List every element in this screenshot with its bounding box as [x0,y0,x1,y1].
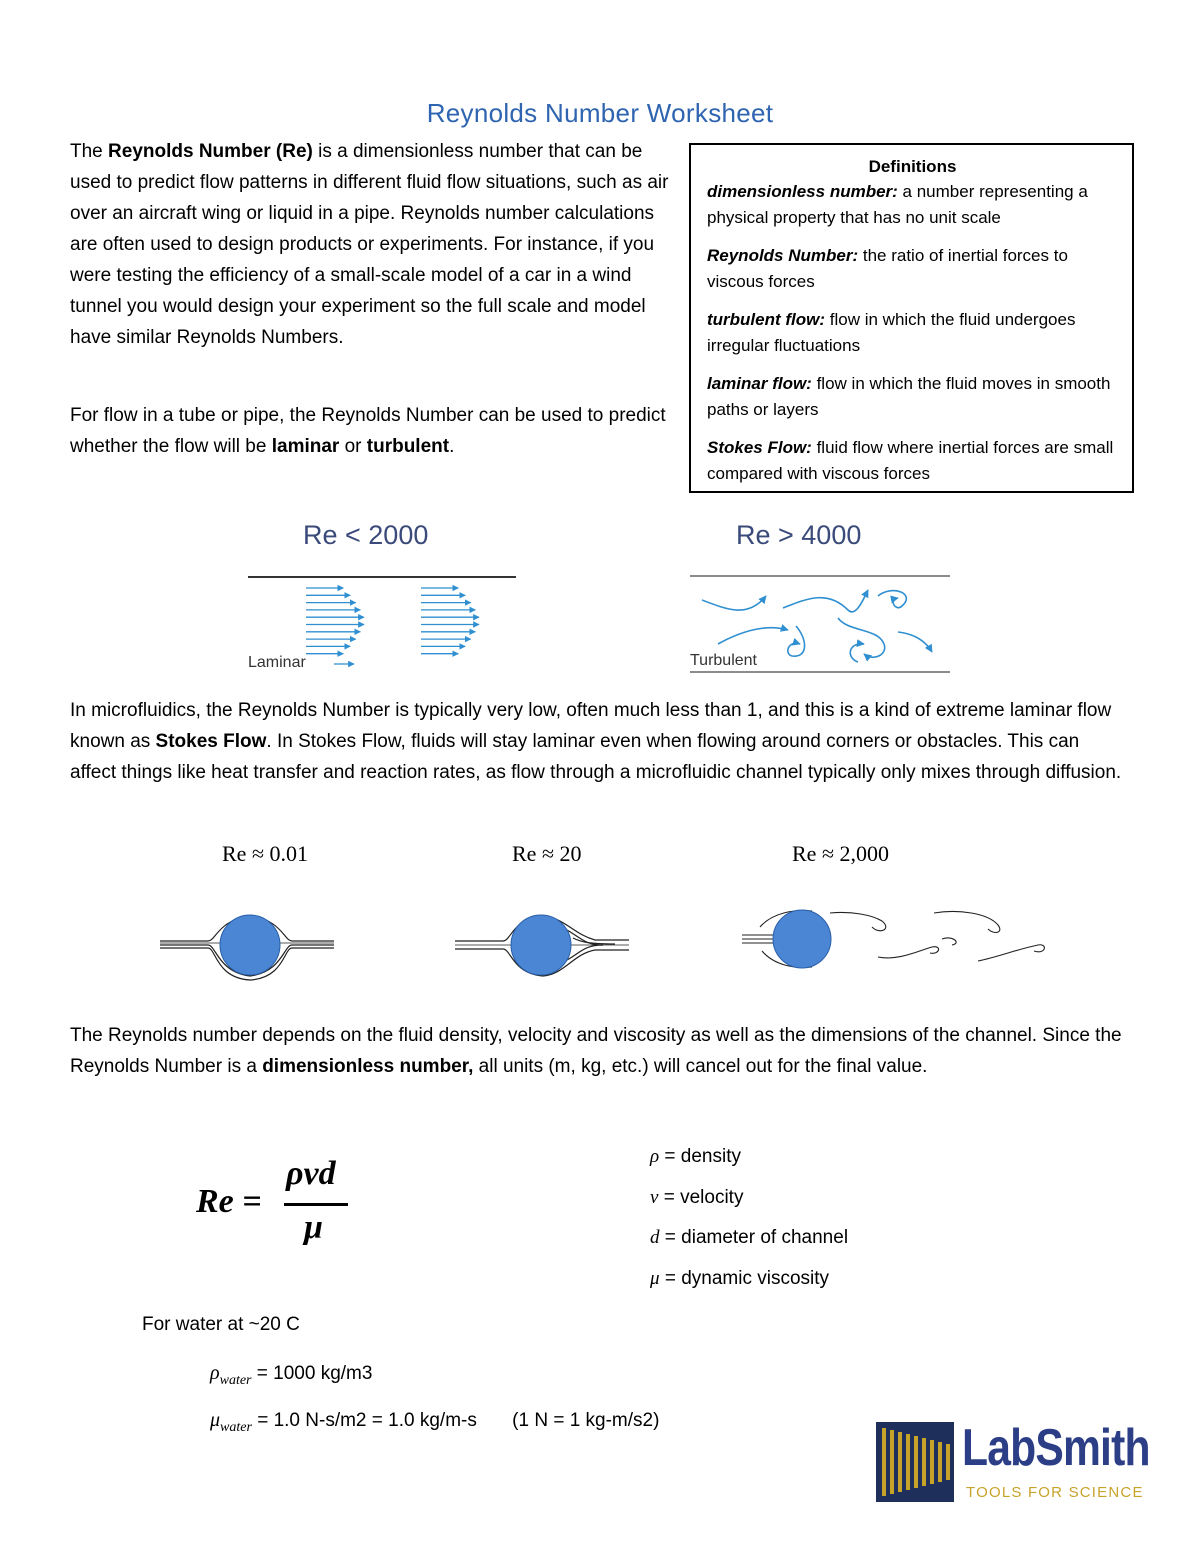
cylinder-label-low: Re ≈ 0.01 [222,841,309,866]
variable-item [650,1137,848,1178]
variable-item [650,1178,848,1219]
variable-symbol: d [650,1227,660,1248]
cylinder-label-high: Re ≈ 2,000 [792,841,890,866]
water-viscosity [210,1409,659,1436]
definition-item [707,243,1118,295]
text-run: The [70,141,109,162]
variable-desc: = dynamic viscosity [659,1267,830,1289]
bold-text: dimensionless number, [262,1056,474,1077]
stokes-flow-cylinder [160,912,340,982]
text-run: . [449,436,455,457]
logo-stripe [914,1436,918,1488]
definition-term: turbulent flow: [707,310,826,329]
turbulent-flow-figure [688,570,952,680]
definition-text: flow in which the fluid moves in smooth paths or layers [707,374,1111,419]
labsmith-logo [876,1418,1156,1508]
fraction-bar [284,1203,348,1206]
definition-text: a number representing a physical property that has no unit scale [707,182,1088,227]
viscosity-value: = 1.0 N-s/m2 = 1.0 kg/m-s [251,1410,477,1431]
variable-desc: = velocity [658,1186,744,1208]
density-value: = 1000 kg/m3 [251,1363,373,1384]
water-density [210,1362,372,1389]
definition-term: dimensionless number: [707,182,898,201]
logo-stripe [946,1444,950,1480]
text-run: For flow in a tube or pipe, the Reynolds Number can be used to predict whether the flow will be [70,405,666,457]
viscosity-symbol: μ [210,1409,221,1431]
logo-wordmark: LabSmith [962,1419,1150,1477]
definition-term: laminar flow: [707,374,812,393]
newton-note: (1 N = 1 kg-m/s2) [512,1410,660,1431]
text-run: The Reynolds number depends on the fluid density, velocity and viscosity as well as the dimensions of the channel. Since the Reynolds Number is a [70,1025,1122,1077]
bold-text: Stokes Flow [155,731,267,752]
logo-stripe [882,1428,886,1496]
text-run: is a dimensionless number that can be used to predict flow patterns in different fluid flow situations, such as air over an aircraft wing or liquid in a pipe. Reynolds number calculations are often used to design products or experiments. For instance, if you were testing the efficiency of a small-scale model of a car in a wind tunnel you would design your experiment so the full scale and model have similar Reynolds Numbers. [70,141,669,348]
water-heading: For water at ~20 C [142,1314,300,1335]
definition-text: fluid flow where inertial forces are small compared with viscous forces [707,438,1114,483]
definition-item [707,435,1118,487]
density-symbol: ρ [210,1362,220,1384]
logo-stripe [890,1430,894,1494]
logo-stripe [906,1434,910,1490]
logo-stripe [930,1440,934,1484]
variable-symbol: ρ [650,1146,660,1167]
equation-numerator: ρvd [286,1155,336,1192]
pipe-flow-paragraph [70,400,670,462]
text-run: In microfluidics, the Reynolds Number is typically very low, often much less than 1, and this is a kind of extreme laminar flow known as [70,700,1112,752]
variable-desc: = diameter of channel [659,1227,849,1248]
equation-lhs: Re = [196,1183,262,1220]
cylinder [511,915,571,975]
turbulent-label: Turbulent [690,652,757,669]
cylinder [220,915,280,975]
page-title: Reynolds Number Worksheet [426,98,774,128]
definition-term: Reynolds Number: [707,246,859,265]
laminar-figure-title: Re < 2000 [303,520,429,550]
laminar-flow-figure [246,570,518,680]
equation-denominator: μ [304,1209,323,1246]
logo-stripe [938,1442,942,1482]
microfluidics-paragraph [70,695,1125,788]
variable-item [650,1259,848,1300]
bold-text: laminar [271,436,340,457]
laminar-label: Laminar [248,654,306,671]
text-run: . In Stokes Flow, fluids will stay laminar even when flowing around corners or obstacles. This can affect things like heat transfer and reaction rates, as flow through a microfluidic channel typically only mixes through diffusion. [70,731,1122,783]
logo-stripe [898,1432,902,1492]
definition-text: the ratio of inertial forces to viscous forces [707,246,1068,291]
dependence-paragraph [70,1020,1130,1082]
definition-term: Stokes Flow: [707,438,812,457]
turbulent-figure-title: Re > 4000 [736,520,862,550]
logo-stripe [922,1438,926,1486]
variable-item [650,1218,848,1259]
low-re-cylinder [455,912,635,982]
cylinder [773,910,831,968]
variable-symbol: μ [650,1267,660,1289]
definition-item [707,179,1118,231]
intro-paragraph [70,136,670,353]
viscosity-subscript: water [220,1419,252,1435]
definition-text: flow in which the fluid undergoes irregular fluctuations [707,310,1076,355]
density-subscript: water [219,1372,252,1388]
variable-symbol: v [650,1186,659,1208]
high-re-cylinder [742,905,1052,975]
variable-list [650,1137,848,1299]
definitions-heading: Definitions [868,157,957,176]
text-run: or [339,436,367,457]
text-run: all units (m, kg, etc.) will cancel out for the final value. [473,1056,928,1077]
definition-item [707,307,1118,359]
logo-tagline: TOOLS FOR SCIENCE [966,1484,1144,1501]
cylinder-label-mid: Re ≈ 20 [512,841,582,866]
variable-desc: = density [659,1146,741,1167]
definition-item [707,371,1118,423]
bold-text: Reynolds Number (Re) [108,141,313,162]
bold-text: turbulent [366,436,450,457]
definitions-box [689,143,1134,493]
